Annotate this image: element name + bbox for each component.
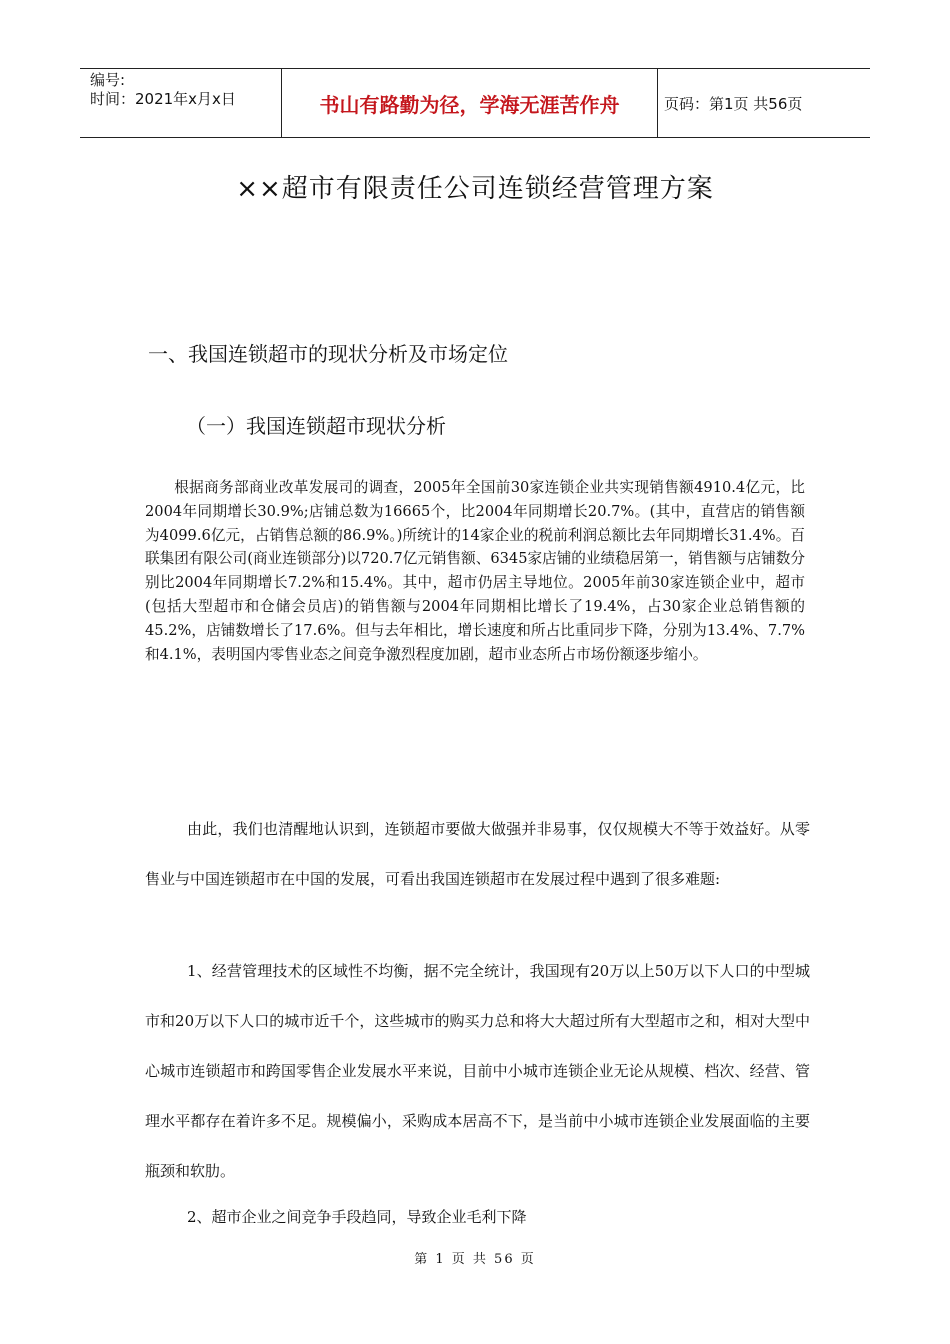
document-title: ××超市有限责任公司连锁经营管理方案 [236,174,714,204]
header-motto: 书山有路勤为径，学海无涯苦作舟 [319,92,620,117]
body-paragraph-difficulties: 由此，我们也清醒地认识到，连锁超市要做大做强并非易事，仅仅规模大不等于效益好。从零售业与中国连锁超市在中国的发展，可看出我国连锁超市在发展过程中遇到了很多难题: [145,820,810,888]
header-motto-cell [282,69,658,137]
body-paragraph-point-1: 1、经营管理技术的区域性不均衡，据不完全统计，我国现有20万以上50万以下人口的中型城市和20万以下人口的城市近千个，这些城市的购买力总和将大大超过所有大型超市之和，相对大型中心城市连锁超市和跨国零售企业发展水平来说，目前中小城市连锁企业无论从规模、档次、经营、管理水平都存在着许多不足。规模偏小，采购成本居高不下，是当前中小城市连锁企业发展面临的主要瓶颈和软肋。 [145,962,810,1180]
body-paragraph-survey: 根据商务部商业改革发展司的调查，2005年全国前30家连锁企业共实现销售额4910.4亿元，比2004年同期增长30.9%;店铺总数为16665个，比2004年同期增长20.7%。(其中，直营店的销售额为4099.6亿元，占销售总额的86.9%。)所统计的14家企业的税前利润总额比去年同期增长31.4%。百联集团有限公司(商业连锁部分)以720.7亿元销售额、6345家店铺的业绩稳居第一，销售额与店铺数分别比2004年同期增长7.2%和15.4%。其中，超市仍居主导地位。2005年前30家连锁企业中，超市(包括大型超市和仓储会员店)的销售额与2004年同期相比增长了19.4%，占30家企业总销售额的45.2%，店铺数增长了17.6%。但与去年相比，增长速度和所占比重同步下降，分别为13.4%、7.7%和4.1%，表明国内零售业态之间竞争激烈程度加剧，超市业态所占市场份额逐步缩小。 [145,479,805,663]
body-paragraph-point-2: 2、超市企业之间竞争手段趋同，导致企业毛利下降 [187,1208,527,1226]
subsection-heading: （一）我国连锁超市现状分析 [186,414,446,438]
section-heading: 一、我国连锁超市的现状分析及市场定位 [148,342,508,366]
header-page-info: 页码：第1页 共56页 [664,94,803,113]
header-page-cell [658,69,870,137]
header-meta-cell [80,69,282,137]
document-number-label: 编号: [90,71,126,89]
page-footer: 第 1 页 共 56 页 [414,1252,536,1267]
document-date-label: 时间：2021年x月x日 [90,90,236,108]
page-header [80,68,870,138]
